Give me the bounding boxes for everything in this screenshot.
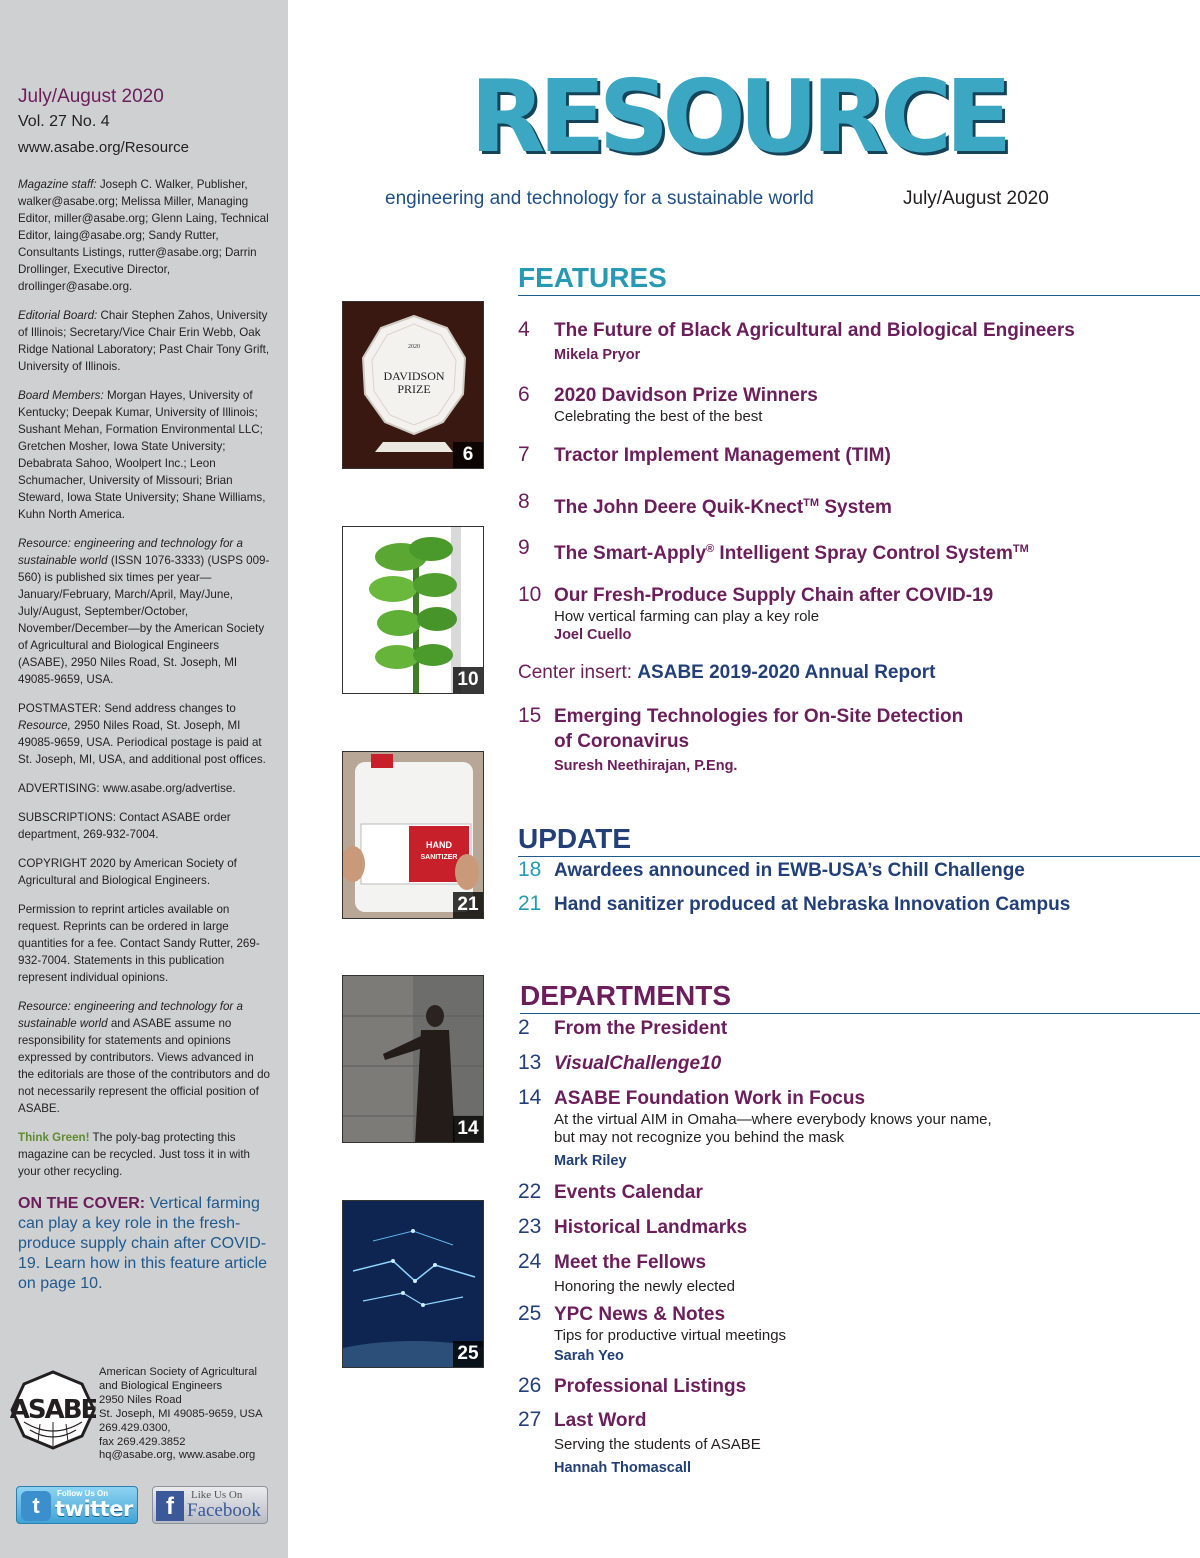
think-green-text: The poly-bag protecting this magazine can be recycled. Just toss it in with your other recycling. (18, 1131, 250, 1178)
article-subtitle: How vertical farming can play a key role (554, 608, 820, 625)
thumbnail-page-number: 21 (453, 892, 483, 918)
article-title: Last Word (554, 1410, 647, 1431)
asabe-contact (10, 1366, 282, 1466)
twitter-follow-label: Follow Us On (57, 1489, 109, 1498)
features-header (518, 262, 1200, 296)
social-links (16, 1486, 270, 1526)
page-number: 2 (518, 1016, 530, 1039)
think-green-label: Think Green! (18, 1131, 90, 1144)
registered-symbol: ® (706, 543, 715, 555)
sidebar-issue: July/August 2020 (18, 86, 164, 107)
twitter-button[interactable] (16, 1486, 138, 1524)
award-year: 2020 (408, 344, 420, 350)
thumbnail-davidson-prize[interactable] (342, 301, 484, 469)
article-title: Emerging Technologies for On-Site Detection (554, 706, 964, 727)
thumbnail-page-number: 25 (453, 1341, 483, 1367)
address-line: 2950 Niles Road (99, 1393, 182, 1406)
asabe-logo (10, 1370, 96, 1450)
address-line: 269.429.0300, (99, 1421, 171, 1434)
award-name-line1: DAVIDSON (383, 369, 445, 383)
thumbnail-page-number: 10 (453, 667, 483, 693)
pub-label: Resource: engineering and technology for a sustainable world (18, 537, 243, 567)
article-title: ASABE Foundation Work in Focus (554, 1088, 866, 1109)
on-the-cover-block (18, 1194, 270, 1294)
asabe-logo-text: ASABE (10, 1395, 96, 1425)
page-number: 23 (518, 1215, 542, 1238)
page-number: 18 (518, 858, 542, 881)
facebook-button[interactable] (152, 1486, 268, 1524)
page-number: 6 (518, 383, 530, 406)
page-number: 21 (518, 892, 542, 915)
address-line: American Society of Agricultural (99, 1366, 257, 1378)
sanitizer-label-line2: SANITIZER (420, 854, 458, 861)
article-title-main: The Smart-Apply (554, 543, 707, 564)
article-title-line2: of Coronavirus (554, 731, 690, 752)
article-author: Mikela Pryor (554, 347, 641, 363)
thumbnail-network-handshake[interactable] (342, 1200, 484, 1368)
article-title: YPC News & Notes (554, 1304, 726, 1325)
page-number: 25 (518, 1302, 542, 1325)
article-title-main: The John Deere Quik-Knect (554, 497, 804, 518)
page-number: 15 (518, 704, 542, 727)
postmaster-text-b: 2950 Niles Road, St. Joseph, MI 49085-9659, USA. Periodical postage is paid at St. Joseph, MI, USA, and additional post offices. (18, 719, 266, 766)
facebook-wordmark: Facebook (187, 1500, 261, 1521)
features-heading: FEATURES (518, 262, 667, 293)
staff-block (18, 176, 270, 295)
article-author: Hannah Thomascall (554, 1460, 691, 1476)
editorial-label: Editorial Board: (18, 309, 98, 322)
staff-label: Magazine staff: (18, 178, 97, 191)
asabe-address (99, 1366, 284, 1463)
facebook-like-label: Like Us On (191, 1489, 243, 1501)
article-title: Awardees announced in EWB-USA’s Chill Challenge (554, 860, 1025, 881)
thumbnail-hand-sanitizer[interactable] (342, 751, 484, 919)
postmaster-italic: Resource, (18, 719, 71, 732)
thumbnail-vertical-farm[interactable] (342, 526, 484, 694)
page-number: 14 (518, 1086, 542, 1109)
publication-info-block (18, 535, 270, 688)
article-title-tail: System (819, 497, 892, 518)
twitter-wordmark: twitter (55, 1497, 133, 1521)
article-title: From the President (554, 1018, 728, 1039)
page-number: 4 (518, 318, 530, 341)
sidebar-url[interactable]: www.asabe.org/Resource (18, 139, 189, 156)
editorial-board-block (18, 307, 270, 375)
advertising-block: ADVERTISING: www.asabe.org/advertise. (18, 782, 236, 795)
article-title (554, 492, 892, 519)
masthead (470, 58, 1030, 175)
center-insert[interactable] (518, 662, 935, 684)
article-title: The Future of Black Agricultural and Biological Engineers (554, 320, 1075, 341)
permission-block: Permission to reprint articles available on request. Reprints can be ordered in large quantities for a fee. Contact Sandy Rutter, 269-932-7004. Statements in this publication represent individual opinions. (18, 903, 260, 984)
article-title: Our Fresh-Produce Supply Chain after COVID-19 (554, 585, 994, 606)
address-line: and Biological Engineers (99, 1379, 223, 1392)
twitter-bird-icon: t (21, 1491, 51, 1521)
editorial-text: Chair Stephen Zahos, University of Illinois; Secretary/Vice Chair Erin Webb, Oak Ridge National Laboratory; Past Chair Tony Grift, University of Illinois. (18, 309, 270, 373)
thumbnail-page-number: 14 (453, 1116, 483, 1142)
article-title: VisualChallenge10 (554, 1053, 722, 1074)
article-subtitle: Tips for productive virtual meetings (554, 1327, 787, 1344)
disclaimer-text: and ASABE assume no responsibility for statements and opinions expressed by contributors. Views advanced in the editorials are those of the contributors and do not necessarily represent the official position of ASABE. (18, 1017, 270, 1115)
disclaimer-block (18, 998, 270, 1117)
article-subtitle: At the virtual AIM in Omaha—where everybody knows your name, (554, 1111, 992, 1128)
article-title: Tractor Implement Management (TIM) (554, 445, 891, 466)
trademark-symbol: TM (1012, 543, 1029, 555)
article-subtitle: Celebrating the best of the best (554, 408, 763, 425)
page-number: 9 (518, 536, 530, 559)
cover-label: ON THE COVER: (18, 1195, 146, 1212)
address-line: fax 269.429.3852 (99, 1435, 186, 1448)
postmaster-block (18, 700, 270, 768)
page-number: 24 (518, 1250, 542, 1273)
article-subtitle: Honoring the newly elected (554, 1278, 735, 1295)
page-number: 10 (518, 583, 542, 606)
article-subtitle-line2: but may not recognize you behind the mask (554, 1129, 845, 1146)
article-title (554, 538, 1029, 565)
page-number: 8 (518, 490, 530, 513)
departments-header (520, 980, 1200, 1014)
article-author: Sarah Yeo (554, 1348, 624, 1364)
page-number: 13 (518, 1051, 542, 1074)
article-title: Professional Listings (554, 1376, 747, 1397)
pub-text: (ISSN 1076-3333) (USPS 009-560) is published six times per year—January/February, March/April, May/June, July/August, September/October, November/December—by the American Society of Agricultural and Biological Engineers (ASABE), 2950 Niles Road, St. Joseph, MI 49085-9659, USA. (18, 554, 270, 686)
article-author: Joel Cuello (554, 627, 632, 643)
award-name-line2: PRIZE (397, 382, 431, 396)
thumbnail-statue[interactable] (342, 975, 484, 1143)
page-number: 7 (518, 443, 530, 466)
update-heading: UPDATE (518, 823, 632, 854)
address-line: hq@asabe.org, www.asabe.org (99, 1449, 256, 1462)
staff-text: Joseph C. Walker, Publisher, walker@asabe.org; Melissa Miller, Managing Editor, miller@asabe.org; Glenn Laing, Technical Editor, laing@asabe.org; Sandy Rutter, Consultants Listings, rutter@asabe.org; Darrin Drollinger, Executive Director, drollinger@asabe.org. (18, 178, 269, 293)
update-header (518, 823, 1200, 857)
address-line: St. Joseph, MI 49085-9659, USA (99, 1407, 263, 1420)
article-title: Historical Landmarks (554, 1217, 748, 1238)
think-green-block (18, 1129, 270, 1180)
board-text: Morgan Hayes, University of Kentucky; Deepak Kumar, University of Illinois; Sushant Mehan, Formation Environmental LLC; Gretchen Mosher, Iowa State University; Debabrata Sahoo, Woolpert Inc.; Leon Schumacher, University of Missouri; Brian Steward, Iowa State University; Shane Williams, Kuhn North America. (18, 389, 266, 521)
sidebar (0, 0, 288, 1558)
departments-heading: DEPARTMENTS (520, 980, 732, 1011)
article-title: Meet the Fellows (554, 1252, 707, 1273)
article-title: 2020 Davidson Prize Winners (554, 385, 818, 406)
sanitizer-label-line1: HAND (426, 840, 452, 850)
subscriptions-block: SUBSCRIPTIONS: Contact ASABE order department, 269-932-7004. (18, 811, 231, 841)
copyright-block: COPYRIGHT 2020 by American Society of Agricultural and Biological Engineers. (18, 857, 237, 887)
disclaimer-label: Resource: engineering and technology for a sustainable world (18, 1000, 243, 1030)
cover-text: Vertical farming can play a key role in the fresh-produce supply chain after COVID-19. Learn how in this feature article on page 10. (18, 1195, 268, 1292)
tagline: engineering and technology for a sustainable world (385, 188, 814, 209)
brand-title: RESOURCE (470, 58, 1006, 175)
center-insert-label: Center insert: (518, 662, 633, 683)
sidebar-volume: Vol. 27 No. 4 (18, 113, 110, 130)
center-insert-title: ASABE 2019-2020 Annual Report (637, 662, 936, 683)
page-number: 22 (518, 1180, 542, 1203)
article-author: Mark Riley (554, 1153, 627, 1169)
thumbnail-page-number: 6 (453, 442, 483, 468)
page-number: 27 (518, 1408, 542, 1431)
article-author: Suresh Neethirajan, P.Eng. (554, 758, 738, 774)
article-title-tail: Intelligent Spray Control System (714, 543, 1013, 564)
article-title: Events Calendar (554, 1182, 703, 1203)
facebook-f-icon: f (156, 1491, 184, 1521)
masthead-date: July/August 2020 (903, 188, 1049, 209)
postmaster-text-a: POSTMASTER: Send address changes to (18, 702, 236, 715)
board-members-block (18, 387, 270, 523)
article-subtitle: Serving the students of ASABE (554, 1436, 761, 1453)
trademark-symbol: TM (803, 497, 820, 509)
article-title: Hand sanitizer produced at Nebraska Innovation Campus (554, 894, 1071, 915)
board-label: Board Members: (18, 389, 104, 402)
page-number: 26 (518, 1374, 542, 1397)
